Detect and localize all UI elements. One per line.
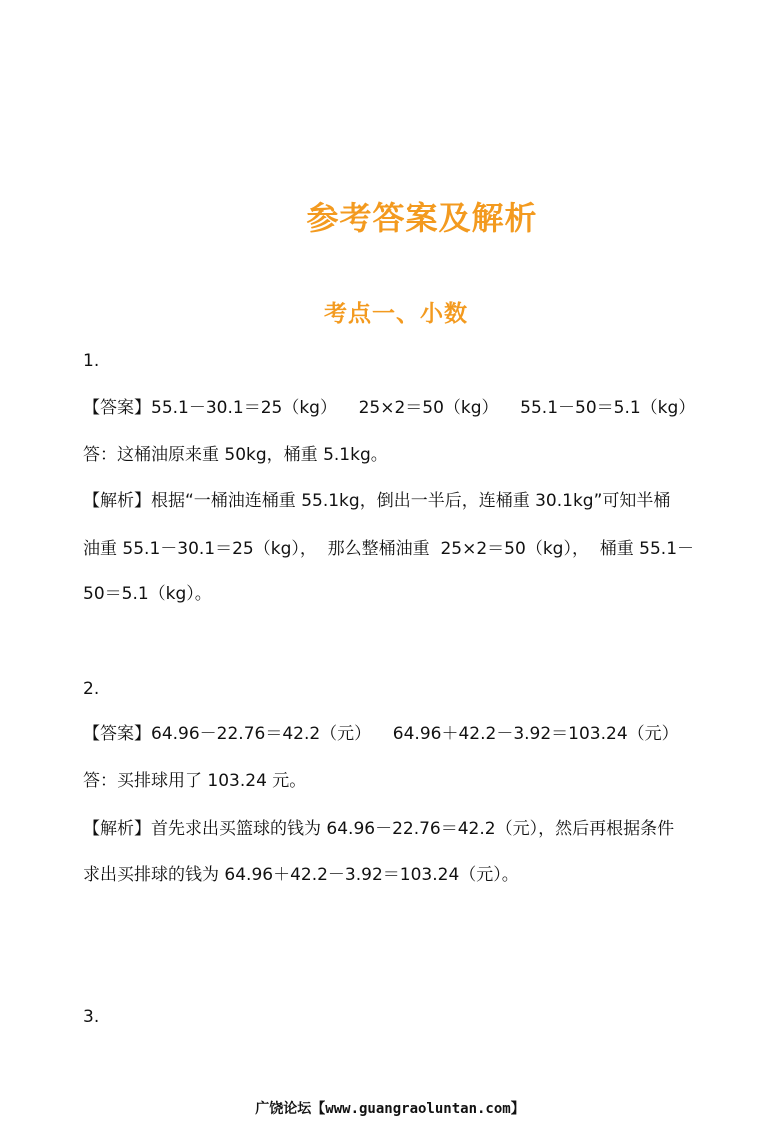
question-2-analysis-line-1 bbox=[83, 817, 723, 841]
analysis-text: 根据“一桶油连桶重 55.1kg，倒出一半后，连桶重 30.1kg”可知半桶 bbox=[151, 491, 671, 511]
question-2-answer bbox=[83, 722, 723, 746]
question-1-reply: 答：这桶油原来重 50kg，桶重 5.1kg。 bbox=[83, 445, 388, 465]
question-1-analysis-line-2: 油重 55.1－30.1＝25（kg）， 那么整桶油重 25×2＝50（kg）， 桶重 55.1－ bbox=[83, 539, 695, 559]
question-2-analysis-line-2: 求出买排球的钱为 64.96＋42.2－3.92＝103.24（元）。 bbox=[83, 865, 519, 885]
section-title: 考点一、小数 bbox=[324, 301, 468, 327]
question-2-number: 2. bbox=[83, 679, 100, 699]
analysis-text: 首先求出买篮球的钱为 64.96－22.76＝42.2（元），然后再根据条件 bbox=[151, 819, 675, 839]
question-1-number: 1. bbox=[83, 351, 100, 371]
analysis-tag: 【解析】 bbox=[83, 819, 151, 839]
answer-text: 64.96－22.76＝42.2（元） 64.96＋42.2－3.92＝103.24（元） bbox=[151, 724, 679, 744]
question-1-analysis-line-1 bbox=[83, 489, 723, 513]
answer-tag: 【答案】 bbox=[83, 398, 151, 418]
answer-text: 55.1－30.1＝25（kg） 25×2＝50（kg） 55.1－50＝5.1（kg） bbox=[151, 398, 696, 418]
page-title: 参考答案及解析 bbox=[306, 199, 538, 237]
question-3-number: 3. bbox=[83, 1007, 100, 1027]
footer-site-link[interactable]: 广饶论坛【www.guangraoluntan.com】 bbox=[255, 1101, 525, 1117]
question-1-answer bbox=[83, 396, 723, 420]
analysis-tag: 【解析】 bbox=[83, 491, 151, 511]
question-1-analysis-line-3: 50＝5.1（kg）。 bbox=[83, 584, 212, 604]
question-2-reply: 答：买排球用了 103.24 元。 bbox=[83, 771, 307, 791]
answer-tag: 【答案】 bbox=[83, 724, 151, 744]
